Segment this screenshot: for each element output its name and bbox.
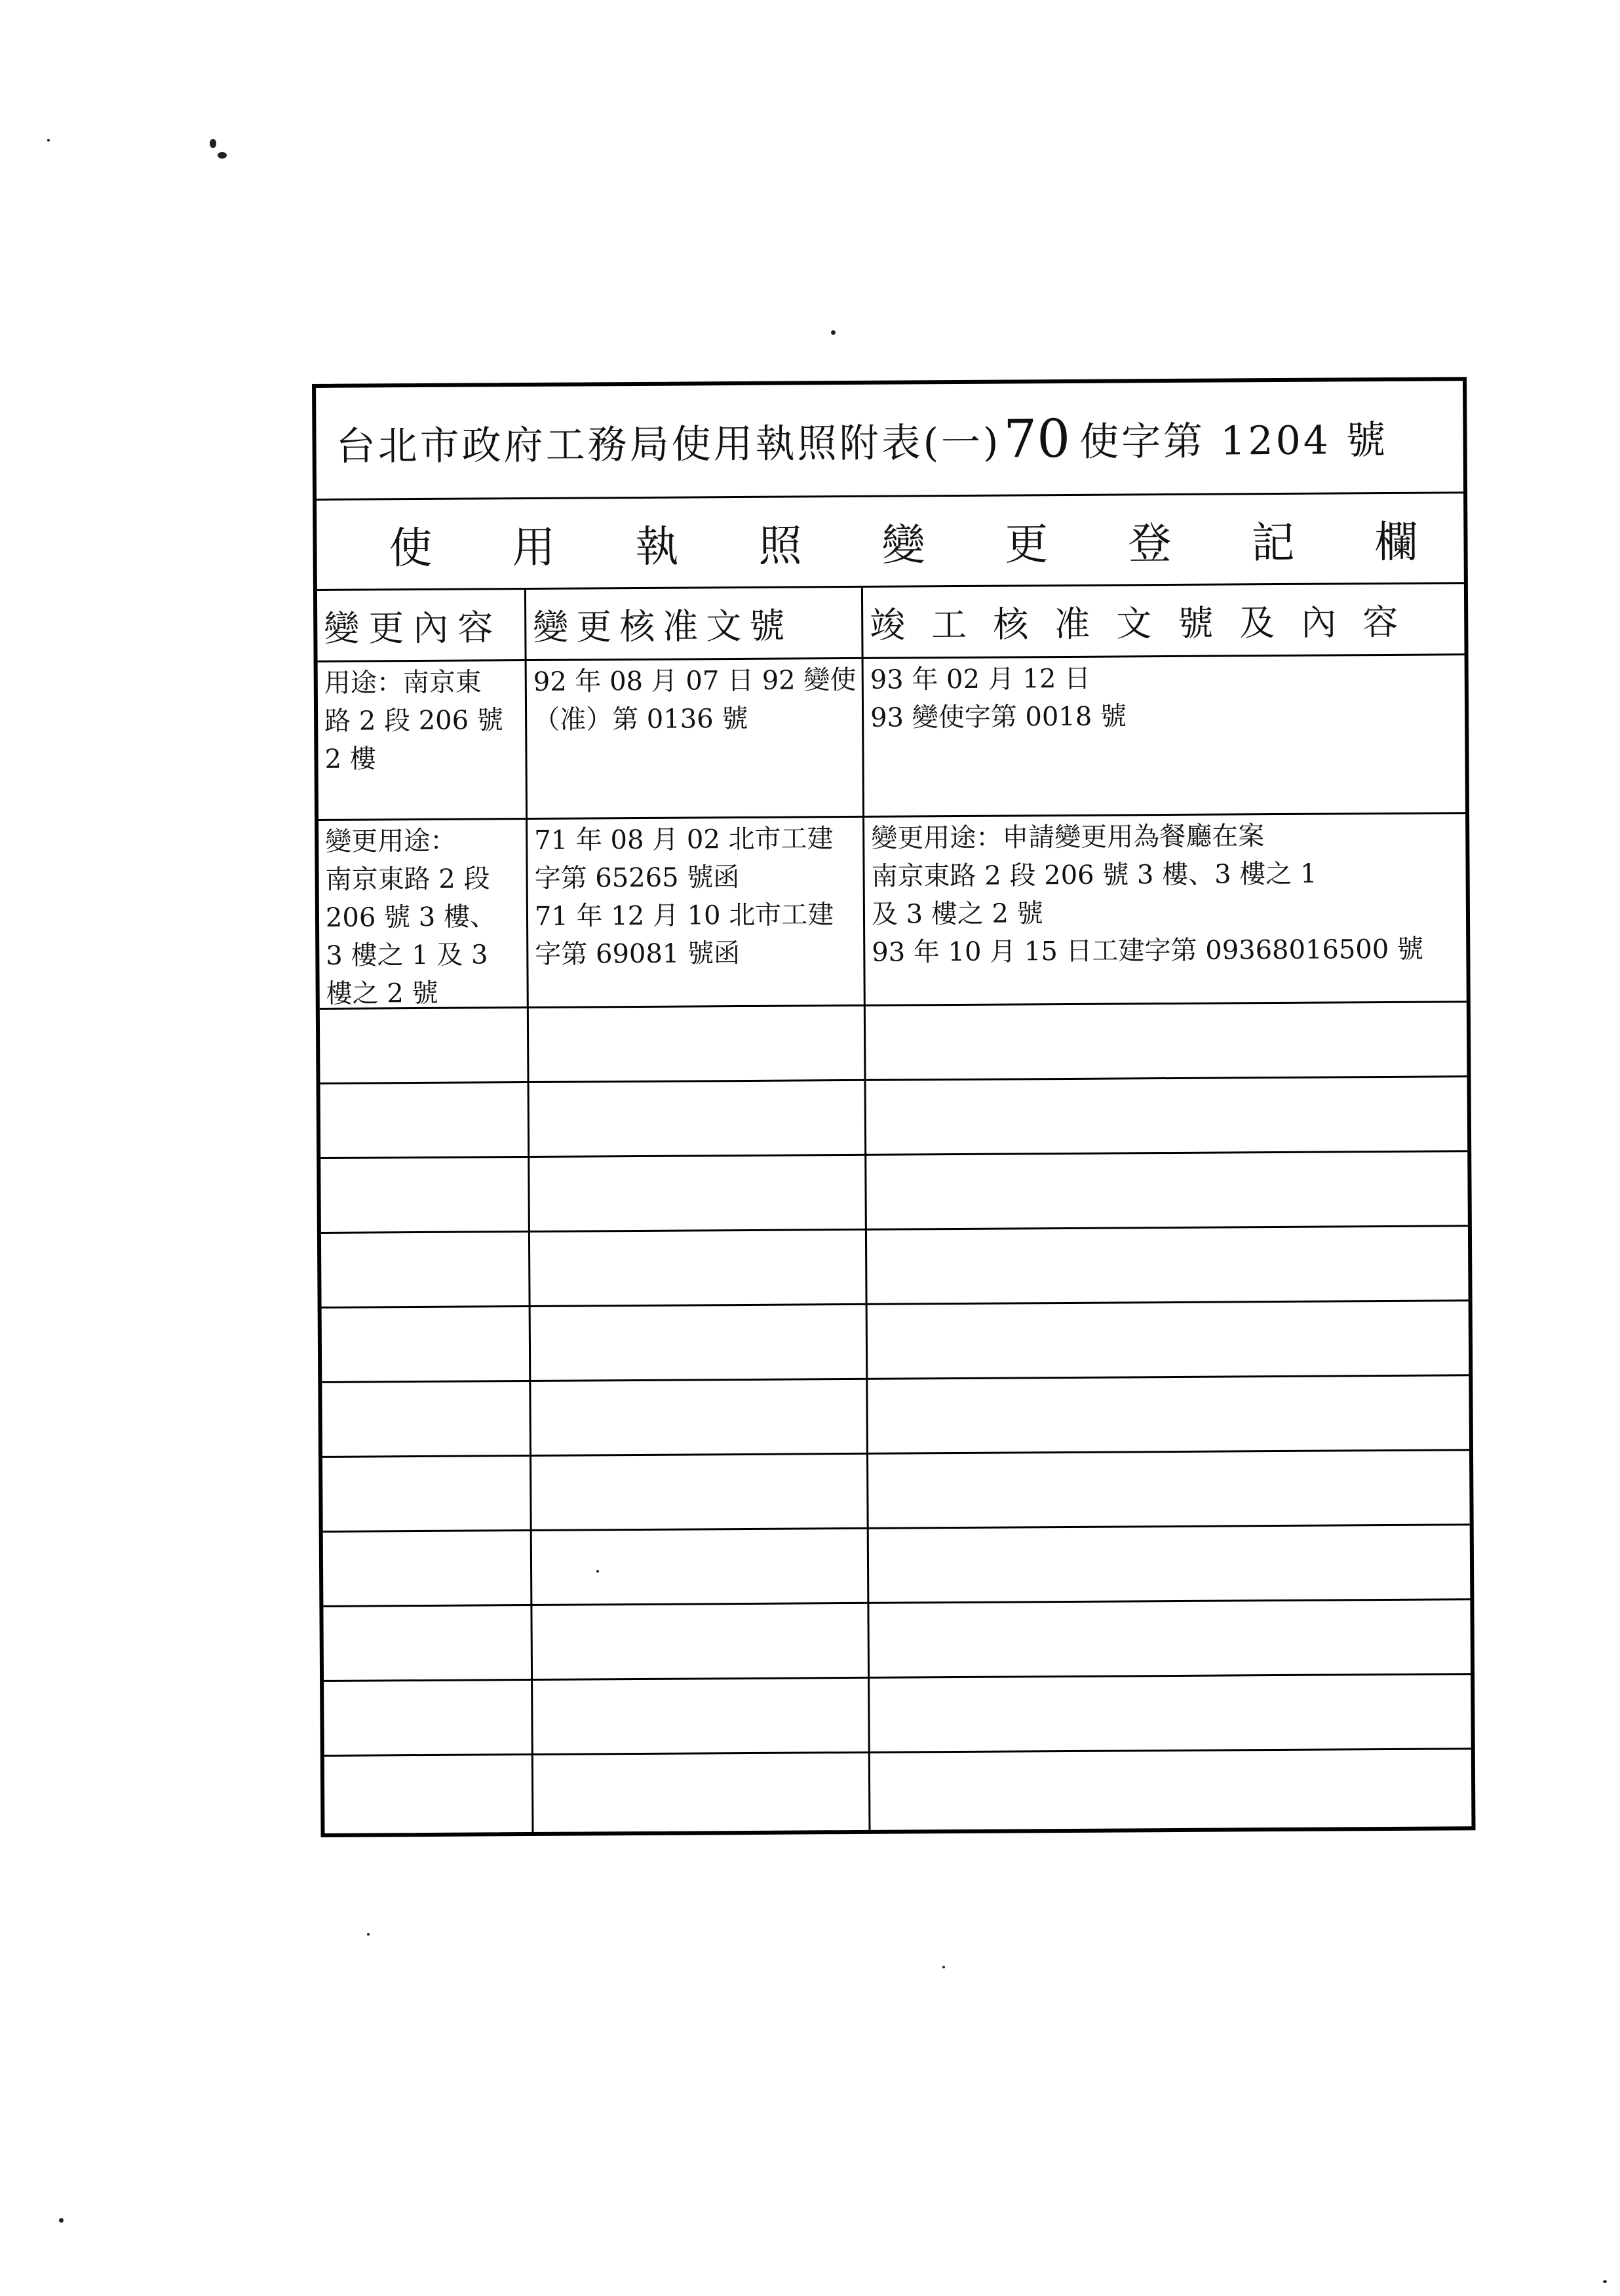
subtitle-char: 用 [512, 522, 556, 573]
row2-change-content [318, 822, 527, 1013]
scan-speck [59, 2218, 64, 2223]
title-prefix: 台北市政府工務局使用執照附表(一) [336, 419, 1001, 470]
cell-line: 93 年 02 月 12 日 [870, 663, 1091, 695]
change-record-table [317, 584, 1472, 1833]
subtitle-char: 變 [881, 520, 925, 571]
row-divider [322, 1449, 1469, 1458]
cell-line: 92 年 08 月 07 日 92 變使 [533, 664, 857, 697]
row-divider [322, 1374, 1469, 1383]
cell-line: 93 年 10 月 15 日工建字第 09368016500 號 [872, 934, 1424, 968]
row1-completion-approval [864, 657, 1469, 737]
scan-speck [1603, 2280, 1607, 2283]
cell-line: 變更用途：申請變更用為餐廳在案 [871, 821, 1265, 854]
row1-change-content [318, 663, 526, 778]
subtitle-char: 使 [389, 522, 433, 574]
header-completion-approval: 竣工核准文號及內容 [870, 601, 1425, 646]
cell-line: 南京東路 2 段 206 號 3 樓、3 樓之 1 [871, 858, 1317, 892]
license-change-form [312, 377, 1476, 1837]
scan-speck [942, 1966, 945, 1968]
cell-line: 路 2 段 206 號 [324, 705, 503, 737]
scan-speck [210, 139, 216, 148]
cell-line: （准）第 0136 號 [533, 703, 748, 735]
column-divider [524, 590, 534, 1832]
header-approval-number: 變更核准文號 [533, 605, 793, 648]
row-divider [321, 1225, 1468, 1234]
row-divider [324, 1673, 1471, 1682]
cell-line: 變更用途： [325, 826, 457, 857]
subtitle-char: 記 [1251, 517, 1295, 569]
row-divider [322, 1299, 1469, 1309]
cell-line: 及 3 樓之 2 號 [871, 898, 1043, 930]
subtitle-char: 照 [758, 520, 802, 571]
row-divider [323, 1523, 1470, 1533]
cell-line: 71 年 08 月 02 北市工建 [534, 824, 834, 856]
cell-line: 字第 69081 號函 [535, 938, 741, 970]
row-divider [320, 1150, 1467, 1159]
subtitle-char: 更 [1005, 519, 1049, 570]
form-title [316, 381, 1463, 501]
cell-line: 93 變使字第 0018 號 [870, 701, 1127, 733]
cell-line: 206 號 3 樓、 [325, 902, 497, 933]
column-divider [861, 588, 871, 1830]
cell-line: 樓之 2 號 [326, 978, 438, 1009]
cell-line: 南京東路 2 段 [325, 864, 490, 895]
subtitle-char: 欄 [1374, 516, 1418, 568]
cell-line: 用途：南京東 [324, 667, 482, 698]
cell-line: 71 年 12 月 10 北市工建 [534, 900, 834, 932]
cell-line: 3 樓之 1 及 3 [326, 940, 488, 971]
cell-line: 字第 65265 號函 [534, 862, 740, 894]
scan-speck [367, 1933, 370, 1936]
row2-approval-number [528, 820, 863, 974]
row-divider [320, 1075, 1467, 1084]
title-license-number: 70 [1003, 408, 1071, 470]
scan-speck [831, 330, 836, 335]
form-subtitle [317, 493, 1464, 591]
row-divider [324, 1748, 1471, 1757]
row-divider [323, 1598, 1470, 1607]
cell-line: 2 樓 [324, 744, 376, 775]
subtitle-char: 執 [635, 521, 679, 572]
row1-approval-number [527, 661, 862, 739]
scan-speck [218, 152, 227, 159]
subtitle-char: 登 [1128, 518, 1172, 569]
title-suffix: 使字第 1204 號 [1079, 417, 1389, 465]
row2-completion-approval [864, 816, 1470, 972]
header-change-content: 變更內容 [324, 606, 503, 649]
scan-speck [47, 139, 50, 142]
